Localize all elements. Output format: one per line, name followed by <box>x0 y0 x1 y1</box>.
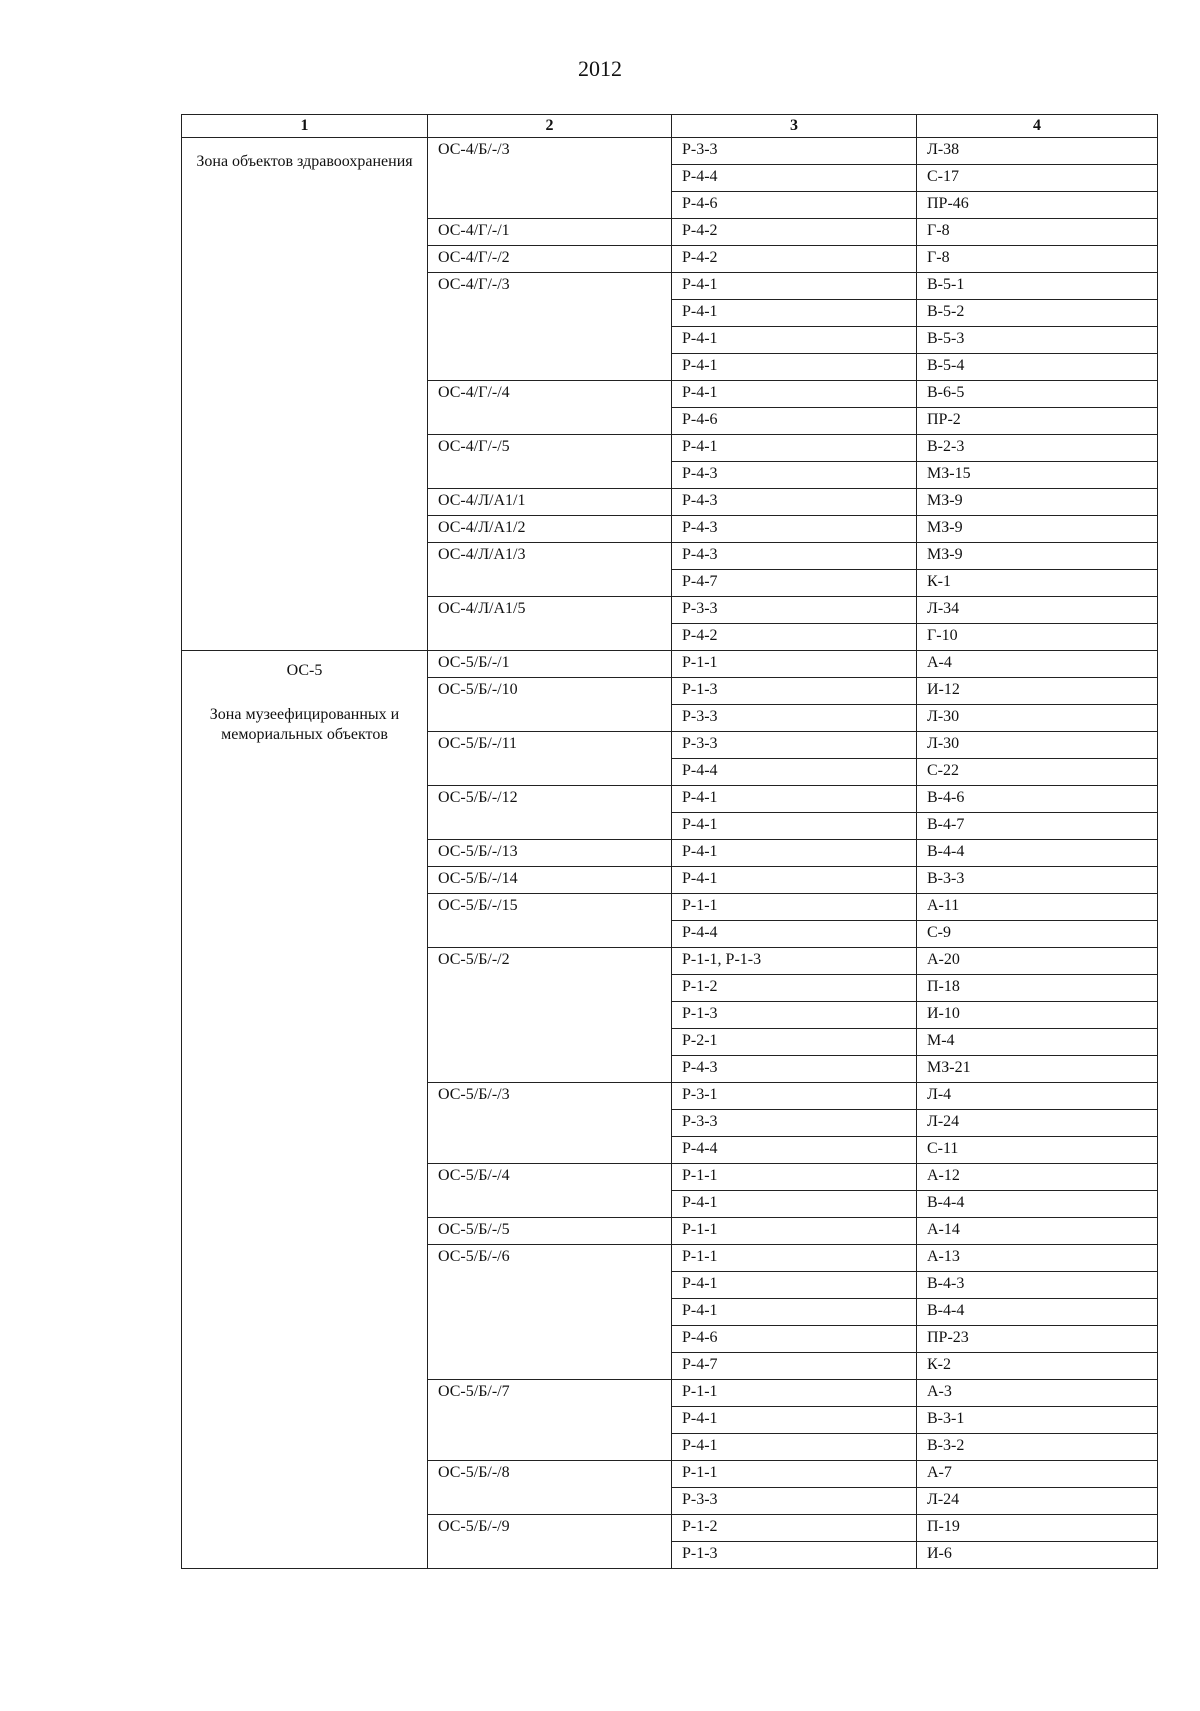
regulation-code-cell: Р-3-3 <box>672 597 917 624</box>
regulation-code-cell: Р-4-2 <box>672 624 917 651</box>
regulation-code-cell: Р-2-1 <box>672 1029 917 1056</box>
regulation-code-cell: Р-1-3 <box>672 678 917 705</box>
object-code-cell: В-4-4 <box>917 1191 1158 1218</box>
zoning-table <box>181 114 1158 1569</box>
regulation-code-cell: Р-3-3 <box>672 732 917 759</box>
regulation-code-cell: Р-4-1 <box>672 1191 917 1218</box>
regulation-code-cell: Р-4-1 <box>672 300 917 327</box>
regulation-code-cell: Р-3-3 <box>672 705 917 732</box>
object-code-cell: А-4 <box>917 651 1158 678</box>
regulation-code-cell: Р-1-1 <box>672 1245 917 1272</box>
object-code-cell: В-3-3 <box>917 867 1158 894</box>
regulation-code-cell: Р-4-3 <box>672 543 917 570</box>
object-code-cell: МЗ-9 <box>917 516 1158 543</box>
object-code-cell: В-3-2 <box>917 1434 1158 1461</box>
regulation-code-cell: Р-4-1 <box>672 813 917 840</box>
regulation-code-cell: Р-1-2 <box>672 1515 917 1542</box>
regulation-code-cell: Р-4-1 <box>672 435 917 462</box>
object-code-cell: С-11 <box>917 1137 1158 1164</box>
regulation-code-cell: Р-4-6 <box>672 1326 917 1353</box>
object-code-cell: Г-8 <box>917 219 1158 246</box>
object-code-cell: Л-38 <box>917 138 1158 165</box>
object-code-cell: Л-30 <box>917 705 1158 732</box>
column-header-2: 2 <box>428 115 672 138</box>
object-code-cell: К-2 <box>917 1353 1158 1380</box>
object-code-cell: В-5-3 <box>917 327 1158 354</box>
zone-name: Зона музеефицированных и мемориальных объектов <box>209 706 400 743</box>
object-code-cell: И-10 <box>917 1002 1158 1029</box>
object-code-cell: В-3-1 <box>917 1407 1158 1434</box>
regulation-code-cell: Р-4-1 <box>672 1272 917 1299</box>
regulation-code-cell: Р-4-7 <box>672 1353 917 1380</box>
object-code-cell: А-14 <box>917 1218 1158 1245</box>
table-row <box>182 651 1158 678</box>
object-code-cell: П-19 <box>917 1515 1158 1542</box>
regulation-code-cell: Р-4-3 <box>672 489 917 516</box>
object-code-cell: Л-30 <box>917 732 1158 759</box>
regulation-code-cell: Р-3-3 <box>672 1110 917 1137</box>
zone-code: ОС-5 <box>286 662 323 679</box>
object-code-cell: В-5-2 <box>917 300 1158 327</box>
object-code-cell: ПР-46 <box>917 192 1158 219</box>
regulation-code-cell: Р-4-3 <box>672 1056 917 1083</box>
object-code-cell: В-4-4 <box>917 1299 1158 1326</box>
column-header-4: 4 <box>917 115 1158 138</box>
regulation-code-cell: Р-1-3 <box>672 1002 917 1029</box>
object-code-cell: Г-8 <box>917 246 1158 273</box>
regulation-code-cell: Р-1-1 <box>672 651 917 678</box>
object-code-cell: В-5-4 <box>917 354 1158 381</box>
subzone-code-cell: ОС-4/Г/-/1 <box>428 219 672 246</box>
object-code-cell: МЗ-21 <box>917 1056 1158 1083</box>
object-code-cell: С-22 <box>917 759 1158 786</box>
header-row <box>182 115 1158 138</box>
object-code-cell: ПР-2 <box>917 408 1158 435</box>
regulation-code-cell: Р-4-7 <box>672 570 917 597</box>
subzone-code-cell: ОС-5/Б/-/15 <box>428 894 672 948</box>
page-number: 2012 <box>578 56 622 81</box>
object-code-cell: М-4 <box>917 1029 1158 1056</box>
object-code-cell: ПР-23 <box>917 1326 1158 1353</box>
object-code-cell: И-6 <box>917 1542 1158 1569</box>
object-code-cell: П-18 <box>917 975 1158 1002</box>
regulation-code-cell: Р-4-3 <box>672 462 917 489</box>
regulation-code-cell: Р-4-1 <box>672 1434 917 1461</box>
object-code-cell: Г-10 <box>917 624 1158 651</box>
object-code-cell: В-4-3 <box>917 1272 1158 1299</box>
subzone-code-cell: ОС-5/Б/-/10 <box>428 678 672 732</box>
zone-name: Зона объектов здравоохранения <box>196 153 413 170</box>
column-header-3: 3 <box>672 115 917 138</box>
object-code-cell: А-3 <box>917 1380 1158 1407</box>
regulation-code-cell: Р-4-1 <box>672 840 917 867</box>
object-code-cell: Л-24 <box>917 1488 1158 1515</box>
subzone-code-cell: ОС-4/Б/-/3 <box>428 138 672 219</box>
regulation-code-cell: Р-1-1 <box>672 1380 917 1407</box>
zone-cell <box>182 651 428 1569</box>
subzone-code-cell: ОС-4/Г/-/5 <box>428 435 672 489</box>
object-code-cell: А-7 <box>917 1461 1158 1488</box>
subzone-code-cell: ОС-4/Л/А1/5 <box>428 597 672 651</box>
zone-cell <box>182 138 428 651</box>
subzone-code-cell: ОС-5/Б/-/12 <box>428 786 672 840</box>
regulation-code-cell: Р-1-1 <box>672 1164 917 1191</box>
regulation-code-cell: Р-3-3 <box>672 1488 917 1515</box>
table-body <box>182 138 1158 1569</box>
object-code-cell: В-2-3 <box>917 435 1158 462</box>
subzone-code-cell: ОС-5/Б/-/11 <box>428 732 672 786</box>
object-code-cell: МЗ-9 <box>917 489 1158 516</box>
regulation-code-cell: Р-4-6 <box>672 192 917 219</box>
subzone-code-cell: ОС-5/Б/-/8 <box>428 1461 672 1515</box>
object-code-cell: В-4-6 <box>917 786 1158 813</box>
subzone-code-cell: ОС-5/Б/-/14 <box>428 867 672 894</box>
object-code-cell: К-1 <box>917 570 1158 597</box>
object-code-cell: И-12 <box>917 678 1158 705</box>
subzone-code-cell: ОС-5/Б/-/13 <box>428 840 672 867</box>
regulation-code-cell: Р-4-4 <box>672 921 917 948</box>
object-code-cell: А-11 <box>917 894 1158 921</box>
object-code-cell: В-4-7 <box>917 813 1158 840</box>
object-code-cell: А-13 <box>917 1245 1158 1272</box>
object-code-cell: А-12 <box>917 1164 1158 1191</box>
object-code-cell: МЗ-15 <box>917 462 1158 489</box>
regulation-code-cell: Р-1-1, Р-1-3 <box>672 948 917 975</box>
object-code-cell: Л-34 <box>917 597 1158 624</box>
object-code-cell: Л-24 <box>917 1110 1158 1137</box>
object-code-cell: Л-4 <box>917 1083 1158 1110</box>
regulation-code-cell: Р-4-1 <box>672 1407 917 1434</box>
regulation-code-cell: Р-4-1 <box>672 381 917 408</box>
regulation-code-cell: Р-3-1 <box>672 1083 917 1110</box>
regulation-code-cell: Р-4-1 <box>672 354 917 381</box>
regulation-code-cell: Р-1-2 <box>672 975 917 1002</box>
regulation-code-cell: Р-4-4 <box>672 1137 917 1164</box>
subzone-code-cell: ОС-4/Г/-/4 <box>428 381 672 435</box>
subzone-code-cell: ОС-5/Б/-/5 <box>428 1218 672 1245</box>
object-code-cell: С-9 <box>917 921 1158 948</box>
regulation-code-cell: Р-1-3 <box>672 1542 917 1569</box>
subzone-code-cell: ОС-5/Б/-/4 <box>428 1164 672 1218</box>
column-header-1: 1 <box>182 115 428 138</box>
regulation-code-cell: Р-4-1 <box>672 1299 917 1326</box>
subzone-code-cell: ОС-4/Л/А1/3 <box>428 543 672 597</box>
regulation-code-cell: Р-4-1 <box>672 273 917 300</box>
regulation-code-cell: Р-4-1 <box>672 786 917 813</box>
regulation-code-cell: Р-1-1 <box>672 894 917 921</box>
subzone-code-cell: ОС-4/Л/А1/1 <box>428 489 672 516</box>
object-code-cell: В-5-1 <box>917 273 1158 300</box>
regulation-code-cell: Р-4-2 <box>672 246 917 273</box>
regulation-code-cell: Р-4-4 <box>672 165 917 192</box>
subzone-code-cell: ОС-5/Б/-/9 <box>428 1515 672 1569</box>
object-code-cell: С-17 <box>917 165 1158 192</box>
regulation-code-cell: Р-4-1 <box>672 327 917 354</box>
regulation-code-cell: Р-4-1 <box>672 867 917 894</box>
regulation-code-cell: Р-1-1 <box>672 1461 917 1488</box>
subzone-code-cell: ОС-5/Б/-/1 <box>428 651 672 678</box>
regulation-code-cell: Р-1-1 <box>672 1218 917 1245</box>
subzone-code-cell: ОС-4/Г/-/2 <box>428 246 672 273</box>
object-code-cell: МЗ-9 <box>917 543 1158 570</box>
object-code-cell: В-4-4 <box>917 840 1158 867</box>
regulation-code-cell: Р-4-6 <box>672 408 917 435</box>
object-code-cell: А-20 <box>917 948 1158 975</box>
regulation-code-cell: Р-3-3 <box>672 138 917 165</box>
subzone-code-cell: ОС-5/Б/-/7 <box>428 1380 672 1461</box>
regulation-code-cell: Р-4-3 <box>672 516 917 543</box>
table-row <box>182 138 1158 165</box>
subzone-code-cell: ОС-4/Г/-/3 <box>428 273 672 381</box>
object-code-cell: В-6-5 <box>917 381 1158 408</box>
regulation-code-cell: Р-4-2 <box>672 219 917 246</box>
subzone-code-cell: ОС-5/Б/-/6 <box>428 1245 672 1380</box>
subzone-code-cell: ОС-5/Б/-/3 <box>428 1083 672 1164</box>
regulation-code-cell: Р-4-4 <box>672 759 917 786</box>
subzone-code-cell: ОС-4/Л/А1/2 <box>428 516 672 543</box>
subzone-code-cell: ОС-5/Б/-/2 <box>428 948 672 1083</box>
